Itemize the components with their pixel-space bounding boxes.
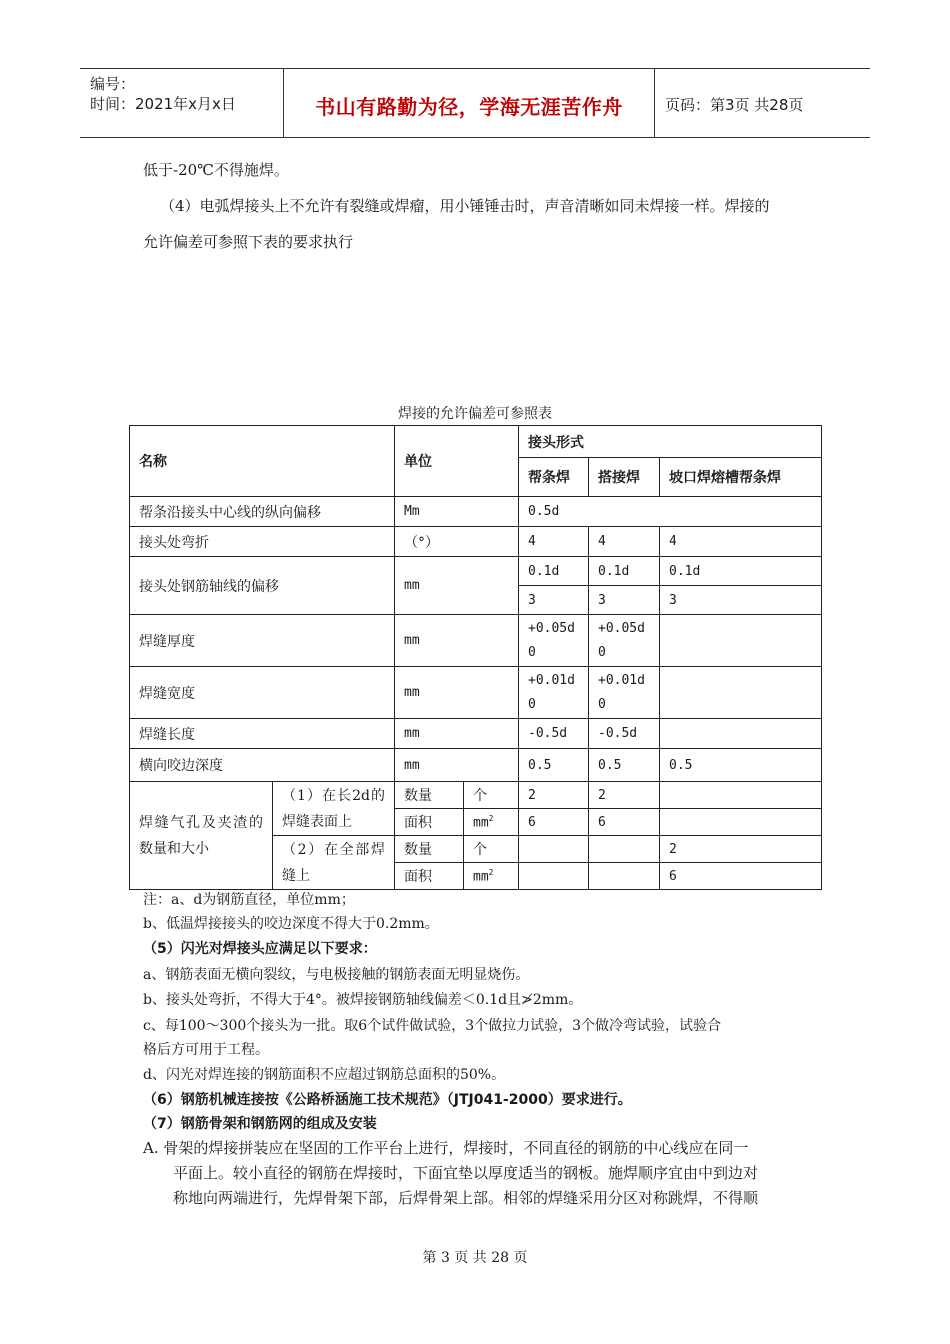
- row-name: 焊缝宽度: [130, 667, 395, 719]
- body-line-3: 允许偏差可参照下表的要求执行: [143, 233, 354, 251]
- section-6-heading: （6）钢筋机械连接按《公路桥涵施工技术规范》（JTJ041-2000）要求进行。: [143, 1092, 632, 1108]
- table-row: [130, 782, 822, 809]
- row-value-pokou: [660, 782, 822, 809]
- row-value-dajie: 4: [589, 527, 660, 557]
- unit-mm2: [464, 863, 519, 890]
- row-name-pores: 焊缝气孔及夹渣的数量和大小: [130, 782, 273, 890]
- row-value-bangtiao: [519, 836, 589, 863]
- row-value-dajie: -0.5d: [589, 719, 660, 749]
- row-value-bangtiao: 3: [519, 586, 589, 615]
- row-value-pokou: 0.5: [660, 749, 822, 782]
- header-dajie: 搭接焊: [589, 458, 660, 497]
- table-header-row: [130, 426, 822, 458]
- page-header: [80, 68, 870, 138]
- row-value-pokou: [660, 809, 822, 836]
- sub-row-2d-surface: （1）在长2d的焊缝表面上: [273, 782, 395, 836]
- item-5c-line1: c、每100～300个接头为一批。取6个试件做试验，3个做拉力试验，3个做冷弯试验，试验合: [143, 1018, 722, 1034]
- sub-row-all-weld: （2）在全部焊缝上: [273, 836, 395, 890]
- item-5c-line2: 格后方可用于工程。: [143, 1042, 269, 1058]
- unit-mm2: [464, 809, 519, 836]
- row-value-pokou: 2: [660, 836, 822, 863]
- row-value-pokou: 3: [660, 586, 822, 615]
- table-row: [130, 749, 822, 782]
- table-row: [130, 667, 822, 719]
- unit-sup: 2: [488, 867, 494, 877]
- header-pokou: 坡口焊熔槽帮条焊: [660, 458, 822, 497]
- row-value-bangtiao: +0.01d 0: [519, 667, 589, 719]
- unit-ge: 个: [464, 782, 519, 809]
- row-value-bangtiao: 0.5: [519, 749, 589, 782]
- row-value-bangtiao: 6: [519, 809, 589, 836]
- row-value-pokou: 4: [660, 527, 822, 557]
- area-label: 面积: [395, 863, 464, 890]
- row-value-dajie: 0.5: [589, 749, 660, 782]
- document-number: 编号：: [90, 75, 136, 93]
- body-line-1: 低于-20℃不得施焊。: [143, 161, 289, 179]
- table-caption: 焊接的允许偏差可参照表: [398, 406, 552, 422]
- body-line-2: （4）电弧焊接头上不允许有裂缝或焊瘤，用小锤锤击时，声音清晰如同未焊接一样。焊接的: [160, 197, 770, 215]
- row-value-bangtiao: 4: [519, 527, 589, 557]
- unit-mm: mm: [473, 869, 489, 885]
- row-name: 接头处弯折: [130, 527, 395, 557]
- row-value-bangtiao: -0.5d: [519, 719, 589, 749]
- item-7a-line1: A. 骨架的焊接拼装应在坚固的工作平台上进行，焊接时，不同直径的钢筋的中心线应在同一: [143, 1139, 749, 1157]
- row-value-pokou: 6: [660, 863, 822, 890]
- row-value-dajie: 0.1d: [589, 557, 660, 586]
- item-5a: a、钢筋表面无横向裂纹，与电极接触的钢筋表面无明显烧伤。: [143, 967, 530, 983]
- section-5-heading: （5）闪光对焊接头应满足以下要求：: [143, 941, 377, 957]
- row-value-dajie: [589, 863, 660, 890]
- row-value-bangtiao: +0.05d 0: [519, 615, 589, 667]
- row-value-dajie: [589, 836, 660, 863]
- header-meta: [80, 69, 284, 137]
- table-row: [130, 557, 822, 586]
- page-footer: 第 3 页 共 28 页: [422, 1250, 528, 1266]
- row-value-dajie: 2: [589, 782, 660, 809]
- unit-ge: 个: [464, 836, 519, 863]
- row-unit: （°）: [395, 527, 519, 557]
- header-name: 名称: [130, 426, 395, 497]
- page-counter: 页码：第3页 共28页: [665, 96, 804, 114]
- motto: 书山有路勤为径，学海无涯苦作舟: [315, 95, 623, 119]
- header-motto-cell: [284, 69, 655, 137]
- header-page-cell: [655, 69, 870, 137]
- row-unit: mm: [395, 667, 519, 719]
- row-unit: mm: [395, 719, 519, 749]
- item-7a-line2: 平面上。较小直径的钢筋在焊接时，下面宜垫以厚度适当的钢板。施焊顺序宜由中到边对: [173, 1164, 759, 1182]
- row-value-dajie: 3: [589, 586, 660, 615]
- weld-tolerance-table: [129, 425, 822, 890]
- qty-label: 数量: [395, 836, 464, 863]
- section-7-heading: （7）钢筋骨架和钢筋网的组成及安装: [143, 1116, 377, 1132]
- row-value-pokou: [660, 719, 822, 749]
- table-row: [130, 497, 822, 527]
- row-value-dajie: 6: [589, 809, 660, 836]
- area-label: 面积: [395, 809, 464, 836]
- row-name: 横向咬边深度: [130, 749, 395, 782]
- unit-mm: mm: [473, 815, 489, 831]
- row-value-dajie: +0.01d 0: [589, 667, 660, 719]
- qty-label: 数量: [395, 782, 464, 809]
- table-row: [130, 527, 822, 557]
- row-value-bangtiao: 2: [519, 782, 589, 809]
- row-value: 0.5d: [519, 497, 822, 527]
- note-b: b、低温焊接接头的咬边深度不得大于0.2mm。: [143, 916, 439, 932]
- table-row: [130, 615, 822, 667]
- item-7a-line3: 称地向两端进行，先焊骨架下部，后焊骨架上部。相邻的焊缝采用分区对称跳焊，不得顺: [173, 1189, 759, 1207]
- row-unit: Mm: [395, 497, 519, 527]
- row-name: 帮条沿接头中心线的纵向偏移: [130, 497, 395, 527]
- row-value-dajie: +0.05d 0: [589, 615, 660, 667]
- header-unit: 单位: [395, 426, 519, 497]
- table-row: [130, 719, 822, 749]
- row-value-bangtiao: 0.1d: [519, 557, 589, 586]
- row-value-bangtiao: [519, 863, 589, 890]
- unit-sup: 2: [488, 813, 494, 823]
- item-5b: b、接头处弯折，不得大于4°。被焊接钢筋轴线偏差＜0.1d且≯2mm。: [143, 992, 583, 1008]
- row-unit: mm: [395, 557, 519, 615]
- row-value-pokou: 0.1d: [660, 557, 822, 586]
- row-value-pokou: [660, 615, 822, 667]
- row-value-pokou: [660, 667, 822, 719]
- row-name: 接头处钢筋轴线的偏移: [130, 557, 395, 615]
- row-name: 焊缝厚度: [130, 615, 395, 667]
- header-bangtiao: 帮条焊: [519, 458, 589, 497]
- document-date: 时间：2021年x月x日: [90, 95, 236, 113]
- header-joint-form: 接头形式: [519, 426, 822, 458]
- note-a-d: 注：a、d为钢筋直径，单位mm；: [143, 892, 355, 908]
- row-name: 焊缝长度: [130, 719, 395, 749]
- item-5d: d、闪光对焊连接的钢筋面积不应超过钢筋总面积的50%。: [143, 1067, 506, 1083]
- row-unit: mm: [395, 615, 519, 667]
- row-unit: mm: [395, 749, 519, 782]
